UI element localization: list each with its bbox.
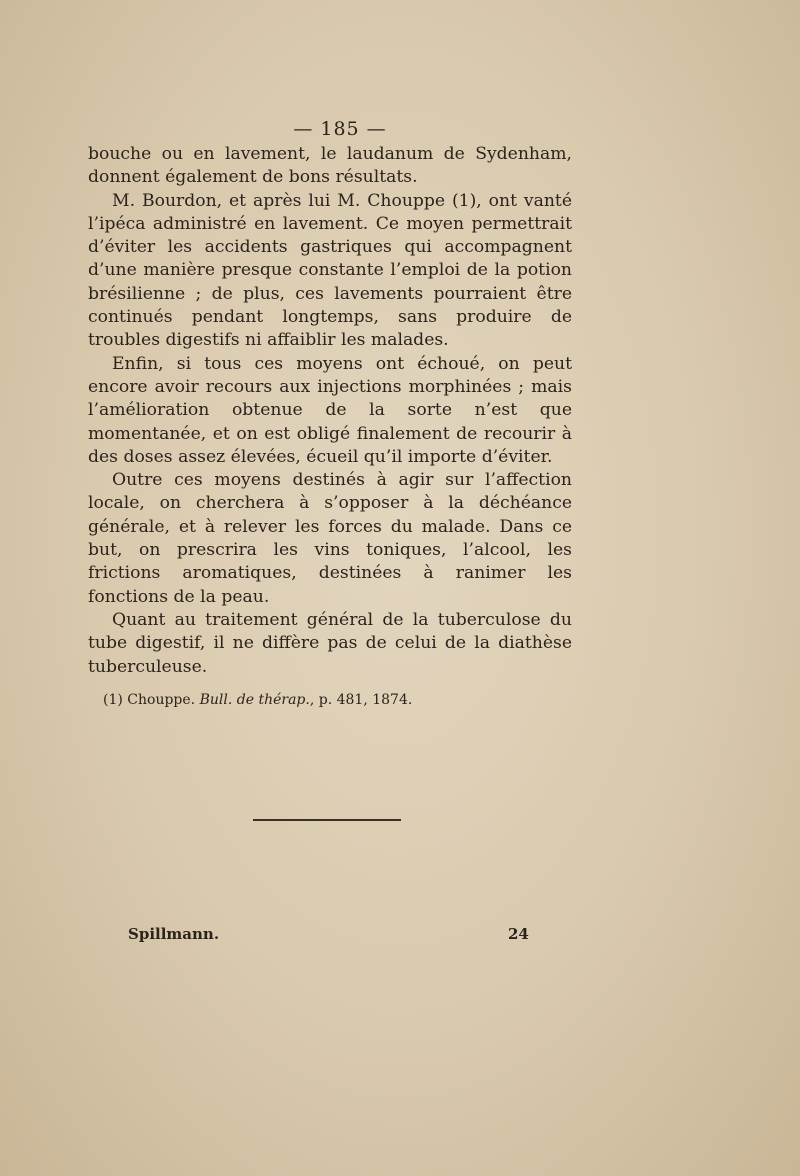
footnote-author: Chouppe.	[127, 692, 196, 708]
paragraph: M. Bourdon, et après lui M. Chouppe (1), ont vanté l’ipéca administré en lavement. Ce moyen permettrait d’éviter les accidents gastriques qui accompagnent d’une manière presque constante l’emploi de la potion brésilienne ; de plus, ces lavements pourraient être continués pendant longtemps, sans produire de troubles digestifs ni affaiblir les malades.	[88, 190, 572, 351]
sheet-number: 24	[508, 925, 529, 943]
footnote-marker: (1)	[103, 692, 123, 708]
separator-rule	[253, 819, 401, 821]
footnote-journal: Bull. de thérap.	[199, 692, 310, 708]
page-number: — 185 —	[293, 118, 387, 140]
paragraph: bouche ou en lavement, le laudanum de Sydenham, donnent également de bons résultats.	[88, 144, 572, 188]
footnote	[103, 690, 583, 710]
body-text	[88, 143, 572, 679]
footnote-reference: , p. 481, 1874.	[309, 692, 413, 708]
paragraph: Enfin, si tous ces moyens ont échoué, on peut encore avoir recours aux injections morphinées ; mais l’amélioration obtenue de la sorte n’est que momentanée, et on est obligé finalement de recourir à des doses assez élevées, écueil qu’il importe d’éviter.	[88, 353, 572, 467]
paragraph: Quant au traitement général de la tuberculose du tube digestif, il ne diffère pas de celui de la diathèse tuberculeuse.	[88, 609, 572, 677]
paragraph: Outre ces moyens destinés à agir sur l’affection locale, on cherchera à s’opposer à la déchéance générale, et à relever les forces du malade. Dans ce but, on prescrira les vins toniques, l’alcool, les frictions aromatiques, destinées à ranimer les fonctions de la peau.	[88, 470, 572, 607]
printer-signature: Spillmann.	[128, 925, 220, 943]
